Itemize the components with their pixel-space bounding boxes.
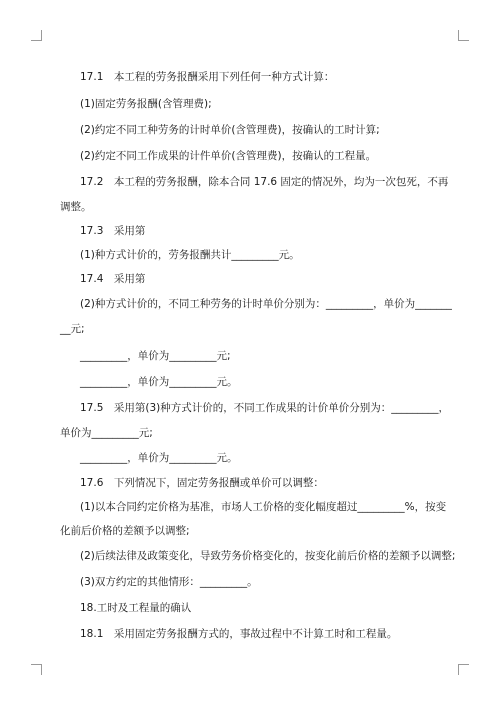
clause-17-3-detail: (1)种方式计价的，劳务报酬共计_________元。 bbox=[80, 249, 300, 261]
rate-line-1: _________，单价为_________元; bbox=[80, 350, 231, 362]
rate-line-3: _________，单价为_________元。 bbox=[80, 452, 238, 464]
clause-17-4-cont: __元; bbox=[60, 323, 85, 335]
clause-17-1: 17.1 本工程的劳务报酬采用下列任何一种方式计算： bbox=[80, 71, 335, 83]
clause-18-1: 18.1 采用固定劳务报酬方式的，事故过程中不计算工时和工程量。 bbox=[80, 628, 398, 640]
crop-mark-top-left bbox=[31, 30, 42, 41]
clause-17-6: 17.6 下列情况下，固定劳务报酬或单价可以调整： bbox=[80, 477, 324, 489]
clause-17-5-cont: 单价为_________元; bbox=[60, 427, 153, 439]
clause-17-3: 17.3 采用第 bbox=[80, 225, 146, 237]
rate-line-2: _________，单价为_________元。 bbox=[80, 376, 238, 388]
clause-17-4-detail: (2)种方式计价的，不同工种劳务的计时单价分别为：_________，单价为_______ bbox=[80, 298, 452, 310]
option-piece-rate: (2)约定不同工作成果的计件单价(含管理费)，按确认的工程量。 bbox=[80, 150, 377, 162]
section-18-heading: 18.工时及工程量的确认 bbox=[80, 602, 192, 614]
adjust-market-price-cont: 化前后价格的差额予以调整; bbox=[60, 525, 190, 537]
option-fixed-fee: (1)固定劳务报酬(含管理费); bbox=[80, 98, 212, 110]
option-hourly-rate: (2)约定不同工种劳务的计时单价(含管理费)，按确认的工时计算; bbox=[80, 124, 380, 136]
crop-mark-bottom-right bbox=[458, 664, 469, 675]
crop-mark-top-right bbox=[458, 30, 469, 41]
clause-17-2: 17.2 本工程的劳务报酬，除本合同 17.6 固定的情况外，均为一次包死，不再 bbox=[80, 176, 449, 188]
adjust-law-change: (2)后续法律及政策变化，导致劳务价格变化的，按变化前后价格的差额予以调整; bbox=[80, 550, 456, 562]
crop-mark-bottom-left bbox=[31, 664, 42, 675]
clause-17-2-cont: 调整。 bbox=[60, 201, 92, 213]
adjust-other: (3)双方约定的其他情形：_________。 bbox=[80, 576, 258, 588]
clause-17-5: 17.5 采用第(3)种方式计价的，不同工作成果的计价单价分别为：_________， bbox=[80, 402, 450, 414]
clause-17-4: 17.4 采用第 bbox=[80, 273, 146, 285]
adjust-market-price: (1)以本合同约定价格为基准，市场人工价格的变化幅度超过_________%，按变 bbox=[80, 501, 447, 513]
